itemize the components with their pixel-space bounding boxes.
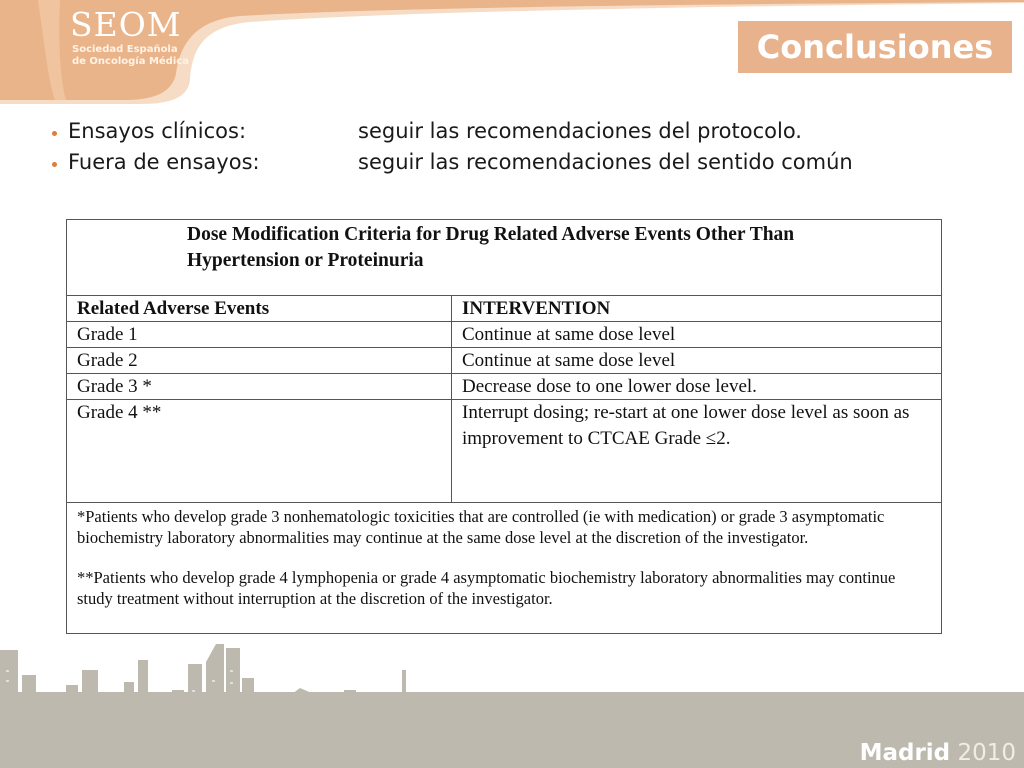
event-cell: Grade 2 (67, 348, 452, 374)
table-header-row (67, 296, 942, 322)
event-cell: Grade 3 * (67, 374, 452, 400)
footer-year: 2010 (957, 740, 1016, 766)
table-title-row (67, 220, 942, 296)
slide-title: Conclusiones (756, 28, 994, 66)
intervention-cell: Interrupt dosing; re-start at one lower dose level as soon as improvement to CTCAE Grade ≤2. (452, 400, 942, 503)
intervention-cell: Continue at same dose level (452, 348, 942, 374)
intervention-cell: Decrease dose to one lower dose level. (452, 374, 942, 400)
footer-city: Madrid (859, 740, 951, 766)
bullet-item (46, 148, 1006, 179)
table-title-line2: Hypertension or Proteinuria (187, 250, 424, 271)
logo-name: SEOM (70, 5, 182, 44)
seom-logo (70, 6, 189, 68)
footnote-1: *Patients who develop grade 3 nonhematologic toxicities that are controlled (ie with medication) or grade 3 asymptomatic biochemistry laboratory abnormalities may continue at the same dose level at the discretion of the investigator. (77, 507, 885, 547)
footer-brand (860, 740, 1016, 766)
logo-subtitle-line1: Sociedad Española (72, 44, 178, 55)
table-notes-cell (67, 503, 942, 634)
bullet-label: Ensayos clínicos: (68, 119, 247, 143)
bullet-text: seguir las recomendaciones del protocolo. (358, 119, 802, 143)
logo-subtitle-line2: de Oncología Médica (72, 56, 189, 67)
bullet-dot-icon (52, 162, 57, 167)
bullet-label: Fuera de ensayos: (68, 150, 260, 174)
intervention-cell: Continue at same dose level (452, 322, 942, 348)
table-row (67, 400, 942, 503)
event-cell: Grade 4 ** (67, 400, 452, 503)
table-row (67, 374, 942, 400)
bullet-list (46, 117, 1006, 179)
table-notes-row (67, 503, 942, 634)
column-header-intervention: INTERVENTION (452, 296, 942, 322)
table-row (67, 348, 942, 374)
column-header-events: Related Adverse Events (67, 296, 452, 322)
table-title-line1: Dose Modification Criteria for Drug Related Adverse Events Other Than (187, 224, 795, 245)
bullet-dot-icon (52, 131, 57, 136)
bullet-item (46, 117, 1006, 148)
event-cell: Grade 1 (67, 322, 452, 348)
dose-modification-table (66, 219, 942, 634)
table-title (187, 222, 941, 274)
slide-title-box (738, 21, 1012, 73)
bullet-text: seguir las recomendaciones del sentido común (358, 150, 853, 174)
footnote-2: **Patients who develop grade 4 lymphopenia or grade 4 asymptomatic biochemistry laboratory abnormalities may continue study treatment without interruption at the discretion of the investigator. (77, 568, 896, 608)
table-row (67, 322, 942, 348)
table-title-cell (67, 220, 942, 296)
